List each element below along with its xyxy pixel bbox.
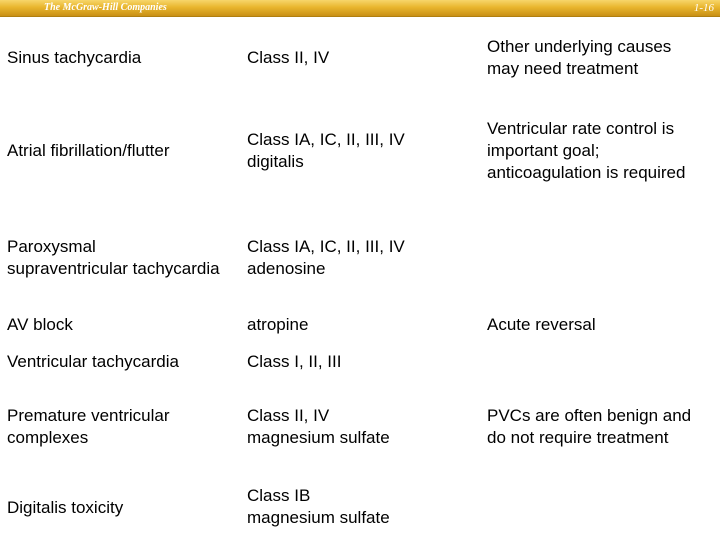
notes-cell xyxy=(487,405,691,449)
condition-cell xyxy=(7,314,73,336)
drug-line: adenosine xyxy=(247,259,326,278)
condition-line: supraventricular tachycardia xyxy=(7,259,220,278)
drug-cell xyxy=(247,129,405,173)
drug-line: digitalis xyxy=(247,152,304,171)
condition-line: Premature ventricular xyxy=(7,406,170,425)
drug-cell xyxy=(247,405,390,449)
condition-cell xyxy=(7,497,123,519)
drug-line: Class IB xyxy=(247,486,311,505)
condition-line: complexes xyxy=(7,428,89,447)
notes-cell xyxy=(487,118,685,184)
notes-cell xyxy=(487,314,596,336)
header-bar xyxy=(0,0,720,17)
drug-line: Class II, IV xyxy=(247,406,330,425)
drug-line: atropine xyxy=(247,315,309,334)
notes-line: may need treatment xyxy=(487,59,639,78)
condition-cell xyxy=(7,405,170,449)
drug-cell xyxy=(247,351,341,373)
condition-cell xyxy=(7,140,170,162)
notes-line: Ventricular rate control is xyxy=(487,119,675,138)
drug-cell xyxy=(247,47,329,69)
condition-line: Atrial fibrillation/flutter xyxy=(7,141,170,160)
notes-line: anticoagulation is required xyxy=(487,163,686,182)
condition-line: Sinus tachycardia xyxy=(7,48,142,67)
condition-cell xyxy=(7,236,220,280)
drug-line: magnesium sulfate xyxy=(247,428,390,447)
drug-cell xyxy=(247,485,390,529)
mcgraw-hill-logo: The McGraw-Hill Companies xyxy=(44,2,167,13)
condition-cell xyxy=(7,351,179,373)
notes-line: Other underlying causes xyxy=(487,37,672,56)
notes-line: important goal; xyxy=(487,141,600,160)
notes-cell xyxy=(487,36,671,80)
drug-line: Class I, II, III xyxy=(247,352,342,371)
drug-line: Class IA, IC, II, III, IV xyxy=(247,237,405,256)
condition-line: Paroxysmal xyxy=(7,237,96,256)
notes-line: Acute reversal xyxy=(487,315,596,334)
page-number: 1-16 xyxy=(693,2,714,14)
drug-cell xyxy=(247,314,308,336)
drug-line: Class IA, IC, II, III, IV xyxy=(247,130,405,149)
condition-line: AV block xyxy=(7,315,73,334)
drug-cell xyxy=(247,236,405,280)
drug-line: magnesium sulfate xyxy=(247,508,390,527)
notes-line: do not require treatment xyxy=(487,428,669,447)
notes-line: PVCs are often benign and xyxy=(487,406,692,425)
condition-line: Digitalis toxicity xyxy=(7,498,124,517)
drug-line: Class II, IV xyxy=(247,48,330,67)
condition-line: Ventricular tachycardia xyxy=(7,352,179,371)
condition-cell xyxy=(7,47,141,69)
